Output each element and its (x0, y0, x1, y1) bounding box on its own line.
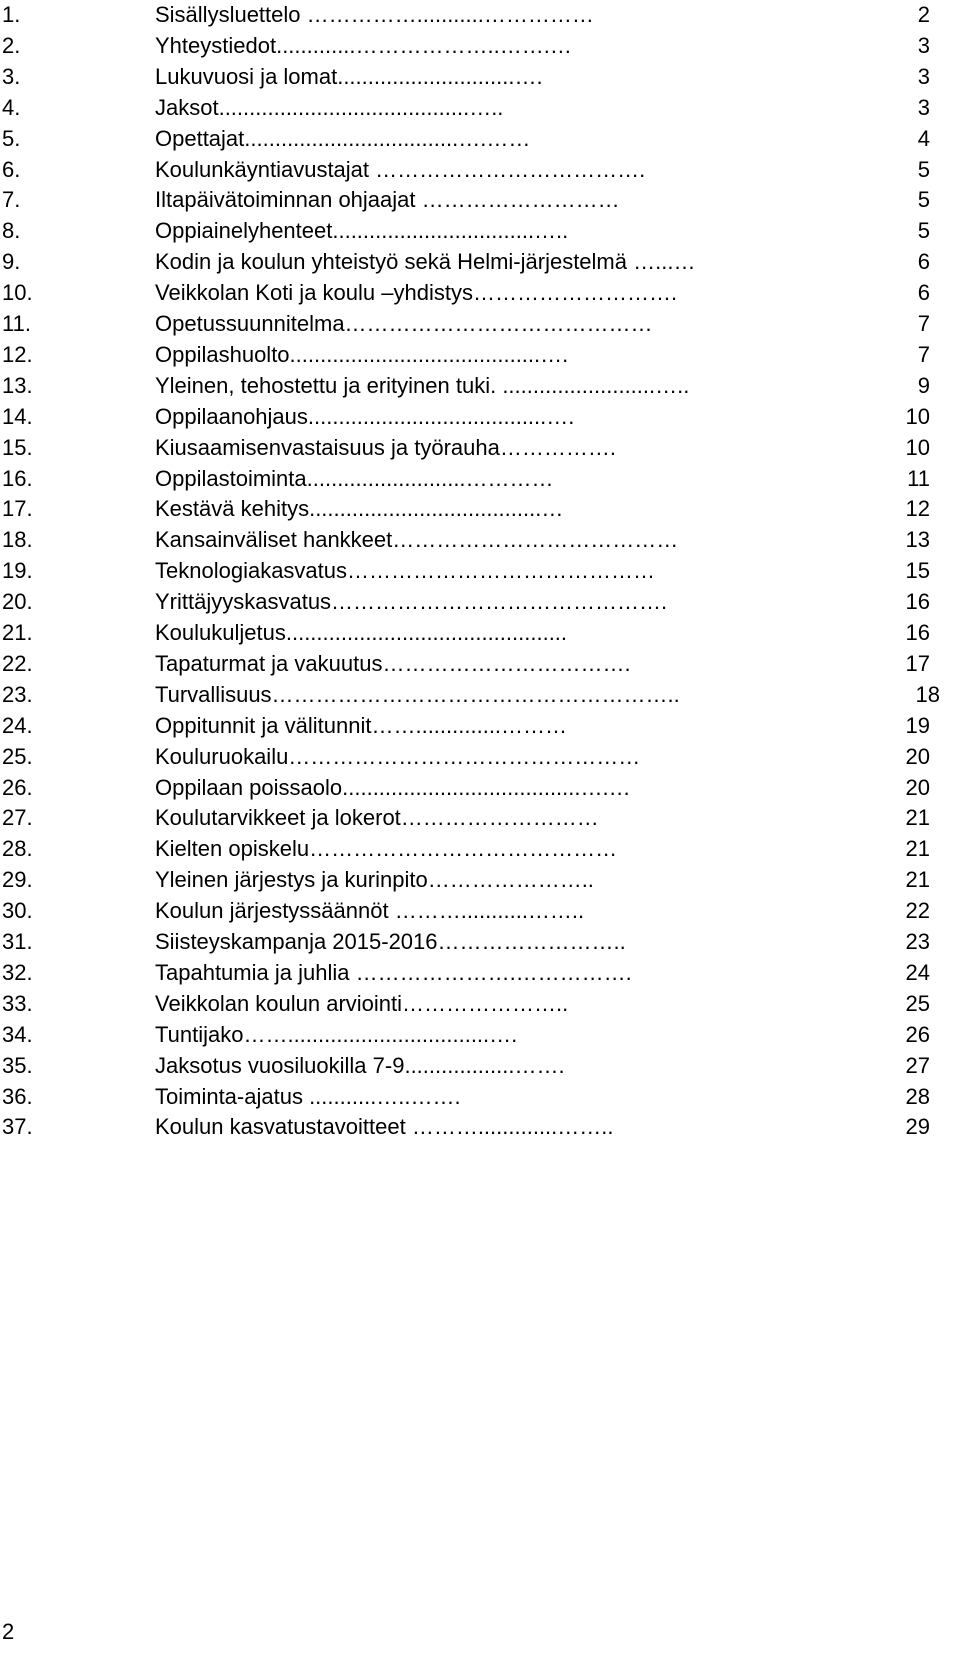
toc-entry-page: 7 (917, 311, 930, 336)
toc-entry-page: 5 (917, 187, 930, 213)
toc-entry (0, 525, 960, 555)
toc-entry-page: 18 (915, 681, 940, 707)
toc-entry (0, 0, 960, 30)
toc-entry-title: Opettajat...................................….…… (155, 125, 531, 151)
toc-entry-title: Koulutarvikkeet ja lokerot……………………… (155, 805, 599, 831)
toc-entry (0, 1051, 960, 1081)
toc-entry (0, 155, 960, 185)
toc-entry-title: Jaksotus vuosiluokilla 7-9..................……. (155, 1052, 565, 1078)
toc-entry-number: 28. (2, 836, 33, 862)
toc-entry-title: Veikkolan koulun arviointi………………….. (155, 990, 569, 1016)
toc-entry-number: 34. (2, 1021, 33, 1047)
toc-entry-title: Yleinen, tehostettu ja erityinen tuki. .........................….. (155, 372, 690, 398)
toc-entry-number: 25. (2, 743, 33, 769)
toc-entry-page: 16 (905, 589, 930, 615)
toc-entry-number: 26. (2, 774, 33, 800)
toc-entry-page: 11 (907, 465, 930, 491)
toc-entry-title: Kestävä kehitys......................................… (155, 496, 564, 522)
toc-entry-page: 26 (905, 1021, 930, 1047)
toc-entry (0, 433, 960, 463)
toc-entry-title: Siisteyskampanja 2015-2016…………………….. (155, 929, 626, 954)
toc-entry-title: Koulukuljetus.............................................. (155, 620, 568, 645)
toc-entry-number: 27. (2, 805, 33, 831)
toc-entry-page: 3 (917, 94, 930, 120)
toc-entry-number: 10. (2, 280, 33, 306)
toc-entry-page: 21 (905, 805, 930, 831)
toc-entry-page: 10 (905, 434, 930, 460)
toc-entry (0, 371, 960, 401)
toc-entry (0, 773, 960, 803)
toc-entry-page: 6 (917, 249, 930, 275)
toc-entry (0, 927, 960, 957)
toc-entry-number: 15. (2, 434, 33, 460)
toc-entry-number: 14. (2, 403, 33, 429)
toc-entry-number: 20. (2, 589, 33, 615)
toc-entry-number: 30. (2, 898, 33, 924)
toc-entry-number: 2. (2, 32, 21, 58)
toc-entry (0, 62, 960, 92)
toc-entry-number: 37. (2, 1114, 33, 1140)
toc-entry-page: 13 (905, 527, 930, 553)
toc-entry-title: Opetussuunnitelma…………………………………… (155, 311, 653, 336)
toc-entry-title: Sisällysluettelo ……………...........…………… (155, 2, 594, 27)
toc-entry-title: Teknologiakasvatus…………………………………… (155, 558, 656, 584)
toc-entry-title: Jaksot.........................................….. (155, 94, 504, 120)
toc-entry-number: 5. (2, 125, 21, 151)
toc-entry-title: Koulunkäyntiavustajat ………………………………. (155, 156, 646, 182)
toc-entry-number: 19. (2, 558, 33, 584)
toc-entry-page: 15 (905, 558, 930, 584)
toc-entry-number: 3. (2, 63, 21, 89)
toc-entry-page: 27 (905, 1052, 930, 1078)
toc-entry-page: 17 (905, 650, 930, 676)
toc-entry-number: 11. (2, 311, 31, 336)
toc-entry-title: Veikkolan Koti ja koulu –yhdistys………………………. (155, 280, 678, 306)
toc-entry-number: 24. (2, 712, 33, 738)
toc-entry-number: 16. (2, 465, 33, 491)
toc-entry-number: 12. (2, 341, 33, 367)
toc-entry-number: 35. (2, 1052, 33, 1078)
toc-entry (0, 865, 960, 895)
toc-entry-page: 9 (917, 372, 930, 398)
toc-entry (0, 649, 960, 679)
toc-entry (0, 989, 960, 1019)
toc-entry (0, 834, 960, 864)
toc-entry-page: 25 (905, 990, 930, 1016)
toc-entry-page: 7 (917, 341, 930, 367)
toc-entry-page: 5 (917, 218, 930, 244)
toc-entry-page: 24 (905, 959, 930, 985)
toc-entry-page: 20 (905, 743, 930, 769)
toc-entry (0, 958, 960, 988)
toc-entry-page: 19 (905, 712, 930, 738)
toc-entry (0, 31, 960, 61)
toc-entry (0, 711, 960, 741)
toc-entry-title: Oppitunnit ja välitunnit……..............……… (155, 712, 568, 738)
toc-entry-title: Oppilashuolto.........................................…. (155, 341, 569, 367)
toc-entry-number: 23. (2, 681, 33, 707)
toc-entry (0, 124, 960, 154)
toc-entry (0, 1020, 960, 1050)
toc-entry-title: Turvallisuus……………………………………………….. (155, 681, 680, 707)
toc-entry-title: Kielten opiskelu…………………………………… (155, 836, 618, 862)
toc-entry-number: 9. (2, 249, 21, 275)
toc-entry-title: Kodin ja koulun yhteistyö sekä Helmi-järjestelmä …...… (155, 249, 696, 275)
toc-entry-number: 31. (2, 929, 33, 954)
toc-entry-title: Tapahtumia ja juhlia ………………….……………. (155, 959, 632, 985)
toc-entry-page: 22 (905, 898, 930, 924)
toc-entry-number: 22. (2, 650, 33, 676)
toc-entry-title: Tapaturmat ja vakuutus……………………………. (155, 650, 631, 676)
toc-entry-page: 4 (917, 125, 930, 151)
toc-entry (0, 309, 960, 339)
toc-entry-number: 18. (2, 527, 33, 553)
toc-entry-title: Lukuvuosi ja lomat.............................…. (155, 63, 543, 89)
toc-entry-number: 13. (2, 372, 33, 398)
toc-entry-page: 12 (905, 496, 930, 522)
toc-entry-number: 32. (2, 959, 33, 985)
toc-entry-title: Iltapäivätoiminnan ohjaajat ……………………… (155, 187, 620, 213)
toc-entry-title: Oppilaan poissaolo.......................................….… (155, 774, 631, 800)
toc-entry-title: Kansainväliset hankkeet………………………………… (155, 527, 679, 553)
toc-entry-page: 21 (905, 836, 930, 862)
toc-entry-number: 7. (2, 187, 21, 213)
toc-entry (0, 216, 960, 246)
toc-entry-number: 36. (2, 1083, 33, 1109)
toc-entry-number: 33. (2, 990, 33, 1016)
toc-entry-title: Yleinen järjestys ja kurinpito………………….. (155, 867, 594, 893)
toc-entry (0, 618, 960, 648)
toc-entry (0, 247, 960, 277)
toc-entry-number: 8. (2, 218, 21, 244)
toc-entry (0, 803, 960, 833)
toc-entry-page: 10 (905, 403, 930, 429)
toc-entry (0, 742, 960, 772)
page-number: 2 (2, 1619, 15, 1644)
toc-entry-page: 6 (917, 280, 930, 306)
toc-entry-page: 5 (917, 156, 930, 182)
toc-entry-number: 17. (2, 496, 33, 522)
toc-entry-title: Oppilastoiminta..........................………… (155, 465, 554, 491)
toc-entry (0, 185, 960, 215)
toc-entry (0, 587, 960, 617)
toc-entry (0, 680, 960, 710)
toc-entry (0, 1112, 960, 1142)
toc-entry (0, 464, 960, 494)
toc-entry-page: 28 (905, 1083, 930, 1109)
toc-entry-page: 29 (905, 1114, 930, 1140)
toc-entry-title: Kouluruokailu………………………………………… (155, 743, 641, 769)
toc-entry-number: 1. (2, 2, 21, 27)
toc-entry (0, 340, 960, 370)
toc-entry-title: Kiusaamisenvastaisuus ja työrauha……………. (155, 434, 616, 460)
toc-entry-page: 20 (905, 774, 930, 800)
toc-entry (0, 494, 960, 524)
toc-entry-number: 21. (2, 620, 33, 645)
toc-entry-title: Toiminta-ajatus ...........…..……. (155, 1083, 461, 1109)
toc-entry (0, 556, 960, 586)
toc-entry-page: 21 (905, 867, 930, 893)
toc-entry-title: Yrittäjyyskasvatus………………………………………. (155, 589, 668, 615)
toc-entry (0, 896, 960, 926)
toc-entry-title: Oppilaanohjaus.......................................…. (155, 403, 575, 429)
toc-entry-page: 3 (917, 63, 930, 89)
toc-entry (0, 278, 960, 308)
toc-entry-number: 29. (2, 867, 33, 893)
toc-entry (0, 93, 960, 123)
toc-entry-page: 3 (917, 32, 930, 58)
toc-entry-title: Koulun järjestyssäännöt ………...........…….. (155, 898, 585, 924)
toc-entry-number: 4. (2, 94, 21, 120)
toc-entry-title: Yhteystiedot.............………………..…….… (155, 32, 572, 58)
toc-entry (0, 402, 960, 432)
toc-entry-title: Koulun kasvatustavoitteet ……….............…….. (155, 1114, 614, 1140)
toc-entry-title: Oppiainelyhenteet.................................….. (155, 218, 569, 244)
toc-entry-page: 16 (905, 620, 930, 645)
toc-entry-title: Tuntijako…….................................…. (155, 1021, 518, 1047)
toc-entry-number: 6. (2, 156, 21, 182)
toc-entry-page: 2 (917, 2, 930, 27)
toc-entry-page: 23 (905, 929, 930, 954)
toc-entry (0, 1082, 960, 1112)
